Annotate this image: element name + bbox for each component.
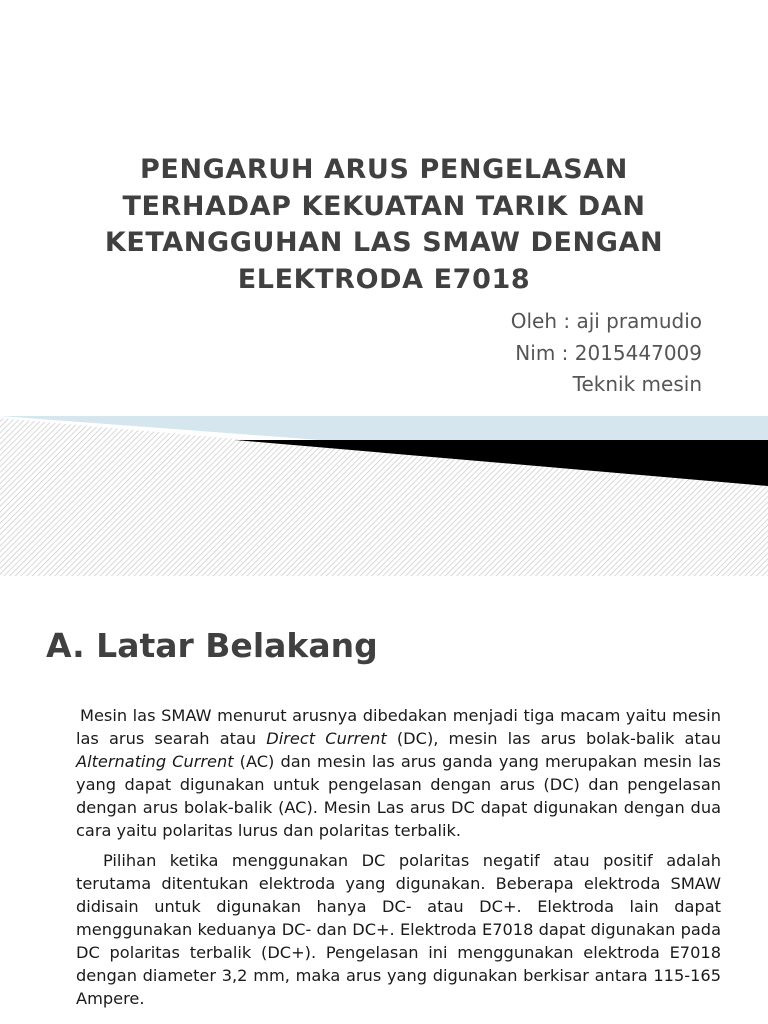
decorative-ribbon	[0, 404, 768, 576]
section-heading: A. Latar Belakang	[46, 626, 378, 665]
paragraph-1	[76, 704, 721, 842]
body-text	[76, 704, 721, 1017]
program-line: Teknik mesin	[572, 372, 702, 396]
paragraph-2: Pilihan ketika menggunakan DC polaritas negatif atau positif adalah terutama ditentukan elektroda yang digunakan. Beberapa elektroda SMAW didisain untuk digunakan hanya DC- atau DC+. Elektroda lain dapat menggunakan keduanya DC- dan DC+. Elektroda E7018 dapat digunakan pada DC polaritas terbalik (DC+). Pengelasan ini menggunakan elektroda E7018 dengan diameter 3,2 mm, maka arus yang digunakan berkisar antara 115-165 Ampere.	[76, 851, 721, 1008]
title-line: ELEKTRODA E7018	[237, 263, 531, 295]
author-line: Oleh : aji pramudio	[510, 309, 702, 333]
paragraph-1-italic: Direct Current	[266, 729, 387, 748]
paragraph-1-segment: Mesin las SMAW menurut arusnya dibedakan menjadi tiga macam yaitu mesin las arus searah atau	[76, 706, 721, 748]
title-line: KETANGGUHAN LAS SMAW DENGAN	[104, 227, 664, 258]
paragraph-1-italic: Alternating Current	[76, 752, 234, 771]
paragraph-1-segment: (DC), mesin las arus bolak-balik atau	[386, 729, 721, 748]
presentation-subtitle	[511, 306, 702, 401]
presentation-title	[60, 152, 708, 298]
paragraph-1-segment: (AC) dan mesin las arus ganda yang merupakan mesin las yang dapat digunakan untuk pengelasan dengan arus (DC) dan pengelasan dengan arus bolak-balik (AC). Mesin Las arus DC dapat digunakan dengan dua cara yaitu polaritas lurus dan polaritas terbalik.	[76, 752, 721, 840]
title-line: PENGARUH ARUS PENGELASAN	[140, 154, 628, 185]
content-slide	[0, 576, 768, 1024]
title-line: TERHADAP KEKUATAN TARIK DAN	[122, 190, 646, 222]
nim-line: Nim : 2015447009	[515, 340, 702, 365]
